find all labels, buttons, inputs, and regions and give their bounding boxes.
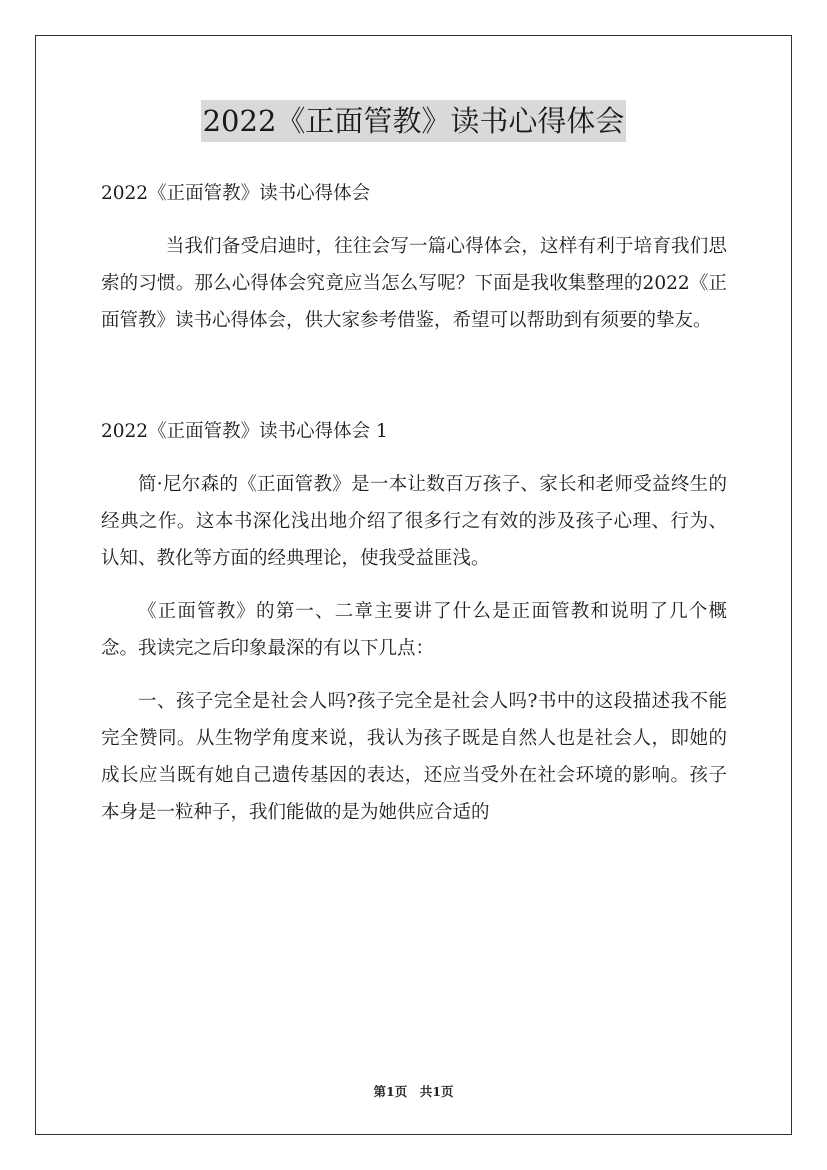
page-number: 第1页 共1页 [373,1084,454,1099]
body-paragraph: 《正面管教》的第一、二章主要讲了什么是正面管教和说明了几个概念。我读完之后印象最深的有以下几点： [101,601,727,659]
page-footer [0,1082,827,1100]
intro-paragraph: 当我们备受启迪时，往往会写一篇心得体会，这样有利于培育我们思索的习惯。那么心得体会究竟应当怎么写呢？下面是我收集整理的2022《正面管教》读书心得体会，供大家参考借鉴，希望可以帮助到有须要的挚友。 [101,236,727,331]
section-gap [101,339,727,413]
document-subtitle: 2022《正面管教》读书心得体会 [101,183,371,204]
document-title: 2022《正面管教》读书心得体会 [201,100,627,142]
body-paragraph: 一、孩子完全是社会人吗?孩子完全是社会人吗?书中的这段描述我不能完全赞同。从生物学角度来说，我认为孩子既是自然人也是社会人，即她的成长应当既有她自己遗传基因的表达，还应当受外在社会环境的影响。孩子本身是一粒种子，我们能做的是为她供应合适的 [101,691,727,823]
document-body [101,175,727,847]
body-paragraph: 简·尼尔森的《正面管教》是一本让数百万孩子、家长和老师受益终生的经典之作。这本书深化浅出地介绍了很多行之有效的涉及孩子心理、行为、认知、教化等方面的经典理论，使我受益匪浅。 [101,474,727,569]
title-wrap [0,100,827,142]
section-heading: 2022《正面管教》读书心得体会 1 [101,421,388,442]
